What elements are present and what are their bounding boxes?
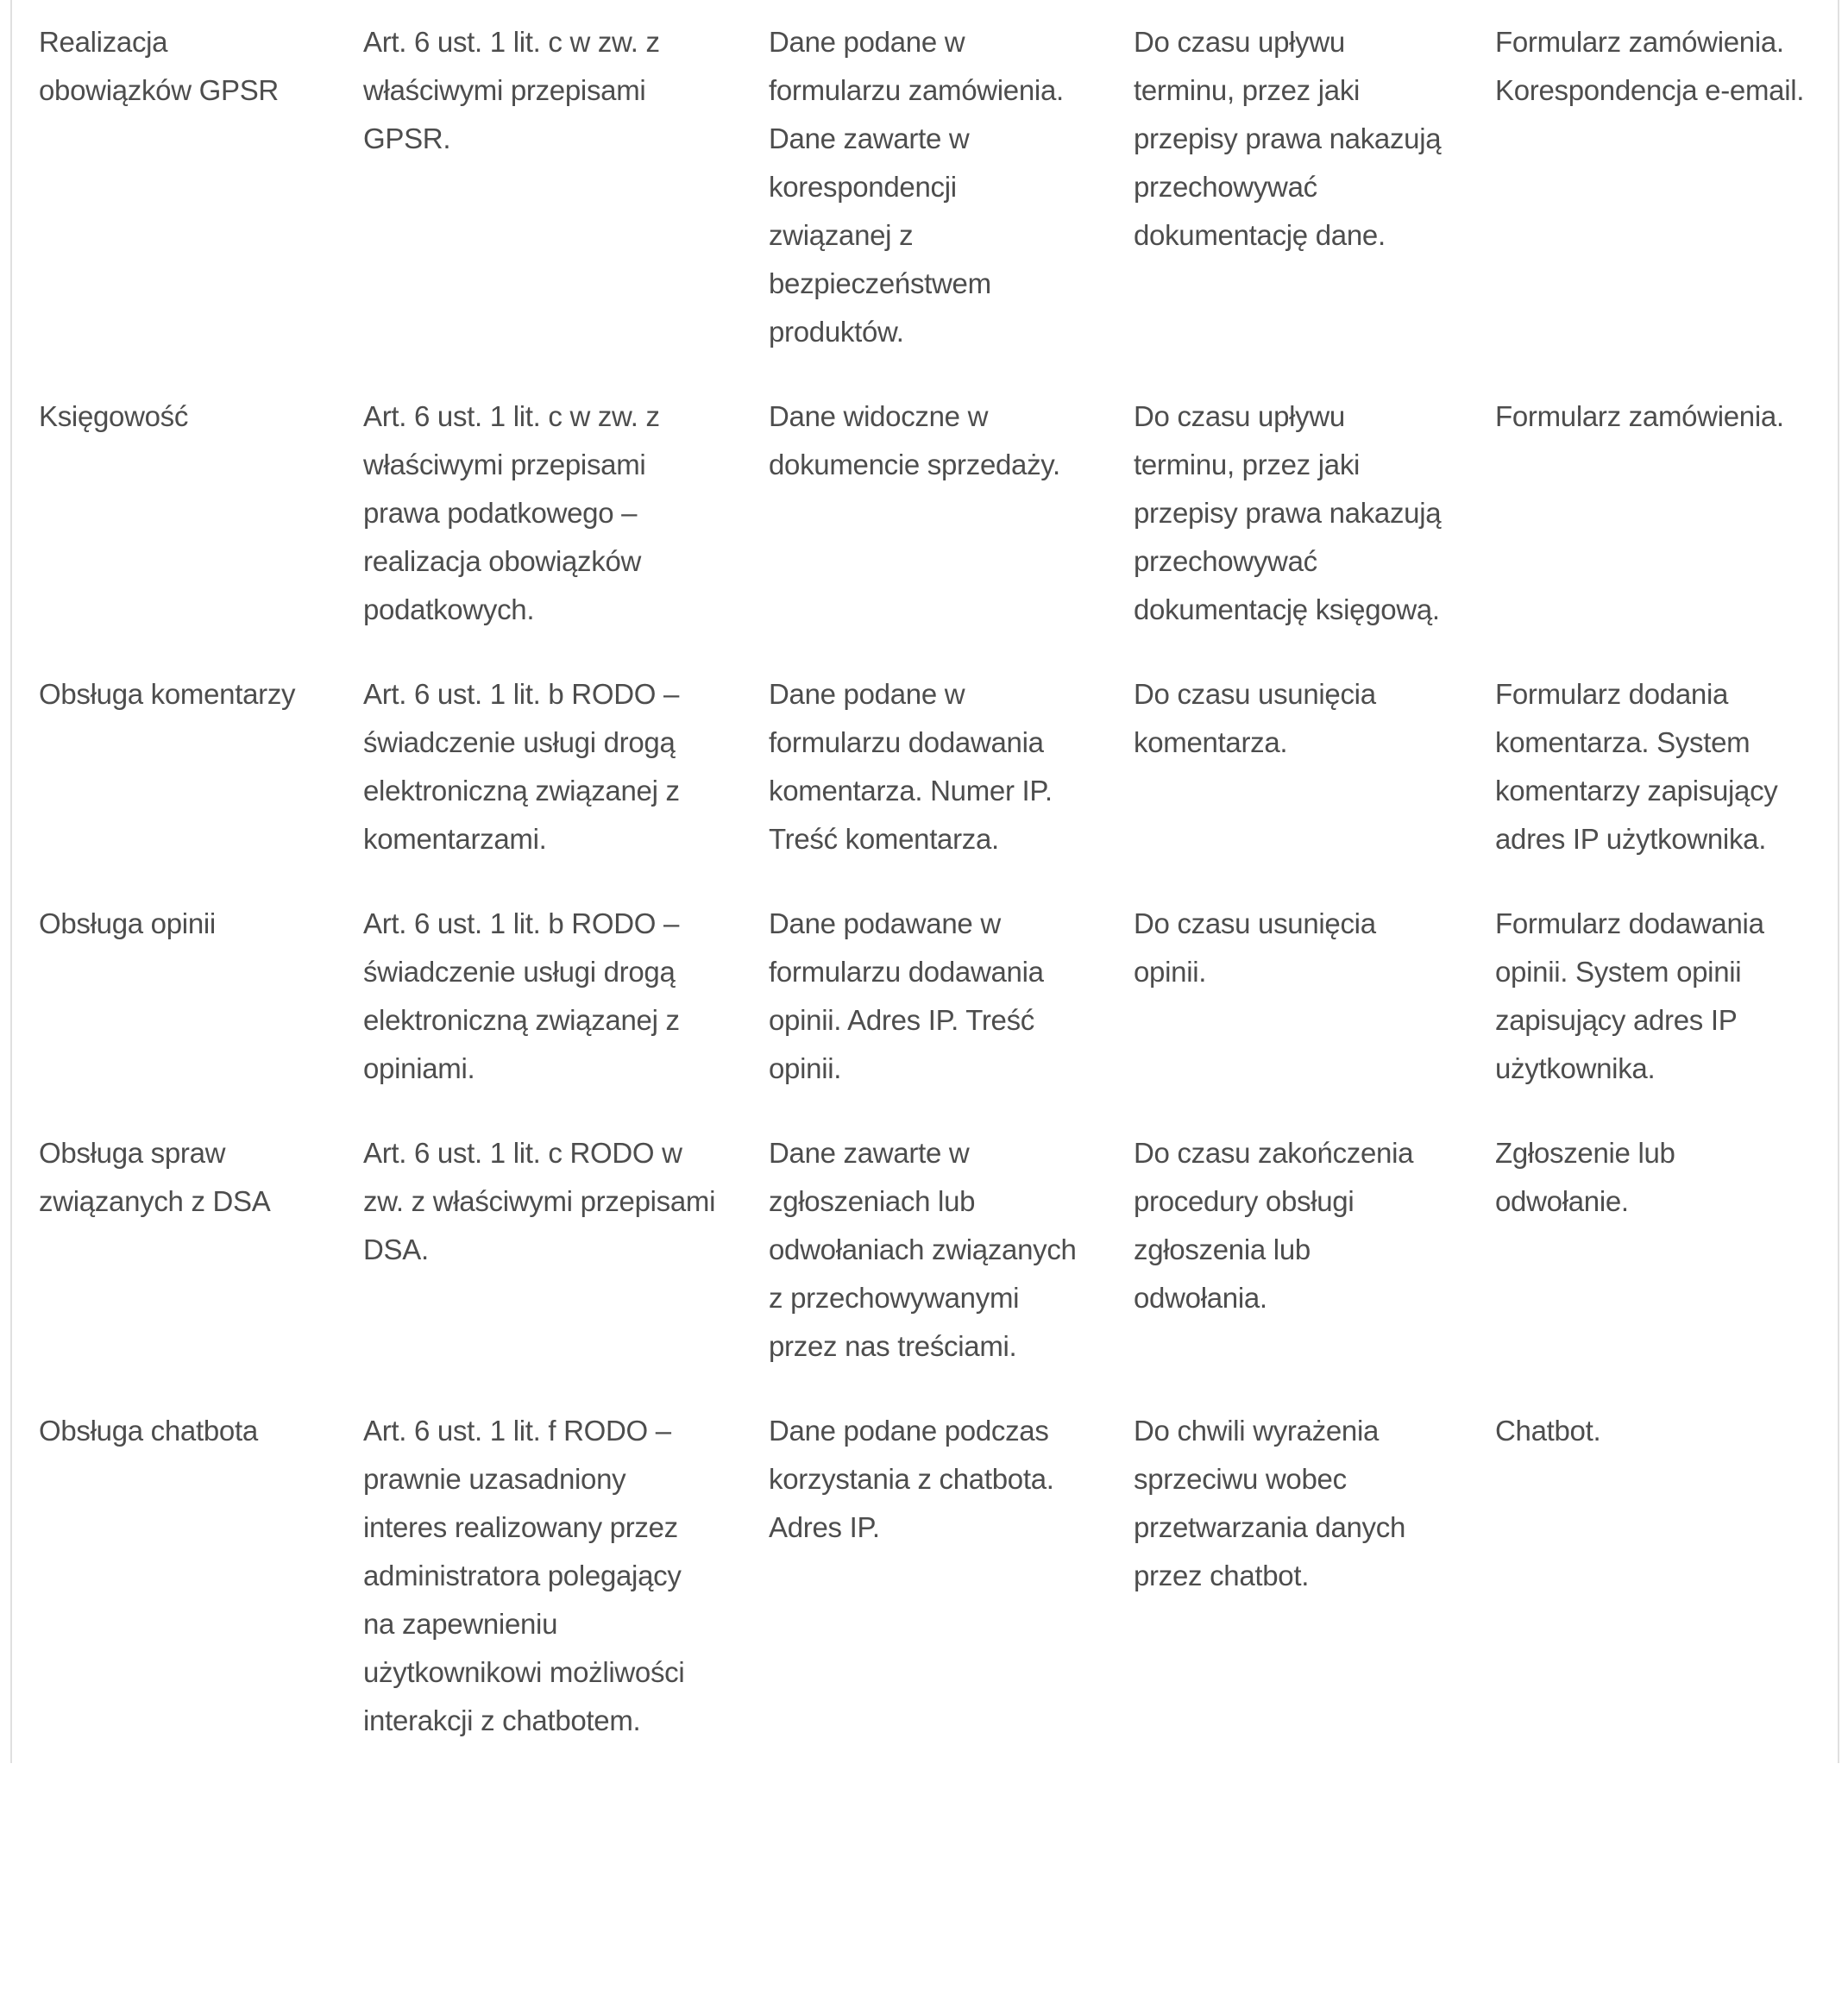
cell-legal-basis: Art. 6 ust. 1 lit. c RODO w zw. z właściwymi przepisami DSA. bbox=[363, 1137, 716, 1265]
cell-data-scope: Dane podawane w formularzu dodawania opinii. Adres IP. Treść opinii. bbox=[769, 907, 1044, 1084]
cell-data-scope: Dane zawarte w zgłoszeniach lub odwołaniach związanych z przechowywanymi przez nas treściami. bbox=[769, 1137, 1077, 1362]
cell-retention: Do czasu usunięcia opinii. bbox=[1134, 907, 1376, 988]
cell-legal-basis: Art. 6 ust. 1 lit. b RODO – świadczenie usługi drogą elektroniczną związanej z opiniami. bbox=[363, 907, 680, 1084]
cell-purpose: Obsługa komentarzy bbox=[39, 678, 296, 710]
cell-legal-basis: Art. 6 ust. 1 lit. c w zw. z właściwymi przepisami GPSR. bbox=[363, 26, 660, 154]
table-row bbox=[11, 374, 1839, 652]
cell-source: Formularz zamówienia. Korespondencja e-email. bbox=[1495, 26, 1805, 106]
cell-legal-basis: Art. 6 ust. 1 lit. c w zw. z właściwymi przepisami prawa podatkowego – realizacja obowiązków podatkowych. bbox=[363, 400, 660, 625]
cell-purpose: Realizacja obowiązków GPSR bbox=[39, 26, 279, 106]
cell-legal-basis: Art. 6 ust. 1 lit. b RODO – świadczenie usługi drogą elektroniczną związanej z komentarzami. bbox=[363, 678, 680, 855]
cell-source: Formularz dodawania opinii. System opinii zapisujący adres IP użytkownika. bbox=[1495, 907, 1764, 1084]
table-row bbox=[11, 1111, 1839, 1389]
cell-source: Chatbot. bbox=[1495, 1415, 1601, 1447]
cell-retention: Do czasu upływu terminu, przez jaki przepisy prawa nakazują przechowywać dokumentację dane. bbox=[1134, 26, 1442, 251]
cell-legal-basis: Art. 6 ust. 1 lit. f RODO – prawnie uzasadniony interes realizowany przez administratora polegający na zapewnieniu użytkownikowi możliwości interakcji z chatbotem. bbox=[363, 1415, 685, 1736]
cell-source: Formularz dodania komentarza. System komentarzy zapisujący adres IP użytkownika. bbox=[1495, 678, 1778, 855]
cell-purpose: Obsługa opinii bbox=[39, 907, 216, 939]
table-row bbox=[11, 1389, 1839, 1763]
cell-retention: Do chwili wyrażenia sprzeciwu wobec przetwarzania danych przez chatbot. bbox=[1134, 1415, 1406, 1591]
table-row bbox=[11, 652, 1839, 882]
cell-source: Zgłoszenie lub odwołanie. bbox=[1495, 1137, 1675, 1217]
cell-data-scope: Dane podane w formularzu zamówienia. Dane zawarte w korespondencji związanej z bezpieczeństwem produktów. bbox=[769, 26, 1064, 348]
cell-data-scope: Dane widoczne w dokumencie sprzedaży. bbox=[769, 400, 1060, 480]
table-row bbox=[11, 882, 1839, 1111]
cell-data-scope: Dane podane podczas korzystania z chatbota. Adres IP. bbox=[769, 1415, 1054, 1543]
table-body bbox=[11, 0, 1839, 1763]
cell-data-scope: Dane podane w formularzu dodawania komentarza. Numer IP. Treść komentarza. bbox=[769, 678, 1053, 855]
cell-purpose: Księgowość bbox=[39, 400, 189, 432]
cell-retention: Do czasu usunięcia komentarza. bbox=[1134, 678, 1376, 758]
cell-retention: Do czasu zakończenia procedury obsługi zgłoszenia lub odwołania. bbox=[1134, 1137, 1414, 1314]
table-row bbox=[11, 0, 1839, 374]
cell-source: Formularz zamówienia. bbox=[1495, 400, 1784, 432]
cell-purpose: Obsługa chatbota bbox=[39, 1415, 258, 1447]
cell-purpose: Obsługa spraw związanych z DSA bbox=[39, 1137, 271, 1217]
rodo-processing-table bbox=[10, 0, 1839, 1763]
cell-retention: Do czasu upływu terminu, przez jaki przepisy prawa nakazują przechowywać dokumentację księgową. bbox=[1134, 400, 1442, 625]
